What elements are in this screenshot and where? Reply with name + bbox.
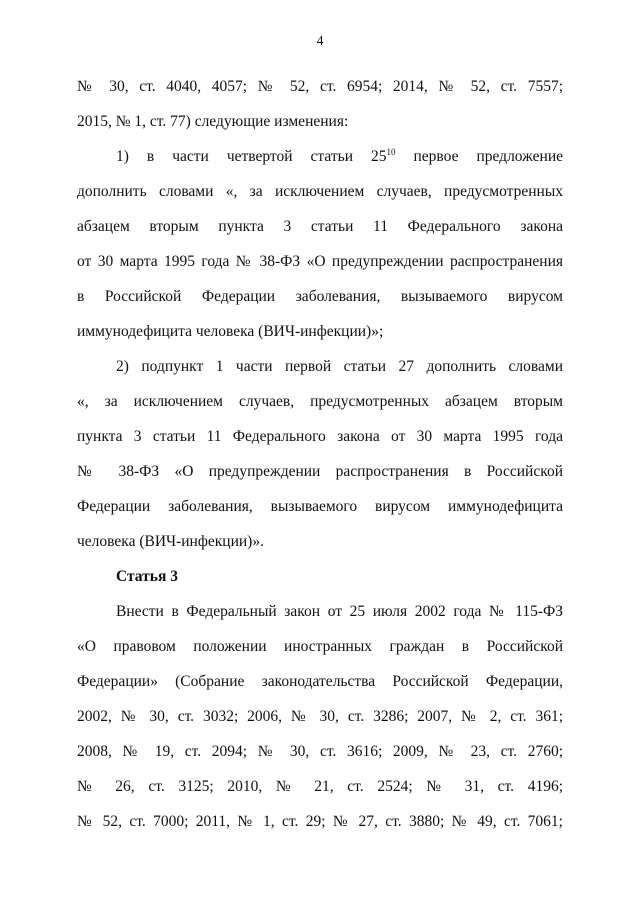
text-line: абзацем вторым пункта 3 статьи 11 Федерального закона [77,218,563,235]
text-line: пункта 3 статьи 11 Федерального закона от 30 марта 1995 года [77,428,563,445]
text-line: 2002, № 30, ст. 3032; 2006, № 30, ст. 3286; 2007, № 2, ст. 361; [77,708,563,725]
paragraph-first-line: Внести в Федеральный закон от 25 июля 2002 года № 115-ФЗ [116,603,563,620]
text-line: «О правовом положении иностранных граждан в Российской [77,638,563,655]
text-line: 2015, № 1, ст. 77) следующие изменения: [77,113,349,130]
text-line: Федерации заболевания, вызываемого вирусом иммунодефицита [77,498,563,515]
text-line: № 30, ст. 4040, 4057; № 52, ст. 6954; 2014, № 52, ст. 7557; [77,78,563,95]
article-number: 25 [371,148,387,165]
text-line: дополнить словами «, за исключением случаев, предусмотренных [77,183,563,200]
text-line: 2008, № 19, ст. 2094; № 30, ст. 3616; 2009, № 23, ст. 2760; [77,743,563,760]
list-item-1-tail: первое предложение [395,148,564,165]
page-number: 4 [316,34,324,49]
text-line: «, за исключением случаев, предусмотренных абзацем вторым [77,393,563,410]
text-line: в Российской Федерации заболевания, вызываемого вирусом [77,288,563,305]
text-line: № 38-ФЗ «О предупреждении распространения в Российской [77,463,563,480]
text-line: иммунодефицита человека (ВИЧ-инфекции)»; [77,323,384,340]
list-item-1-text: 1) в части четвертой статьи [116,148,354,165]
article-superscript: 10 [386,146,396,157]
text-line: № 52, ст. 7000; 2011, № 1, ст. 29; № 27, ст. 3880; № 49, ст. 7061; [77,813,563,830]
list-item-1-first-line [116,148,563,166]
section-heading: Статья 3 [116,568,178,585]
text-line: № 26, ст. 3125; 2010, № 21, ст. 2524; № 31, ст. 4196; [77,778,563,795]
list-item-2-first-line: 2) подпункт 1 части первой статьи 27 дополнить словами [116,358,563,375]
text-line: от 30 марта 1995 года № 38-ФЗ «О предупреждении распространения [77,253,563,270]
text-line: Федерации» (Собрание законодательства Российской Федерации, [77,673,563,690]
text-line: человека (ВИЧ-инфекции)». [77,533,264,550]
